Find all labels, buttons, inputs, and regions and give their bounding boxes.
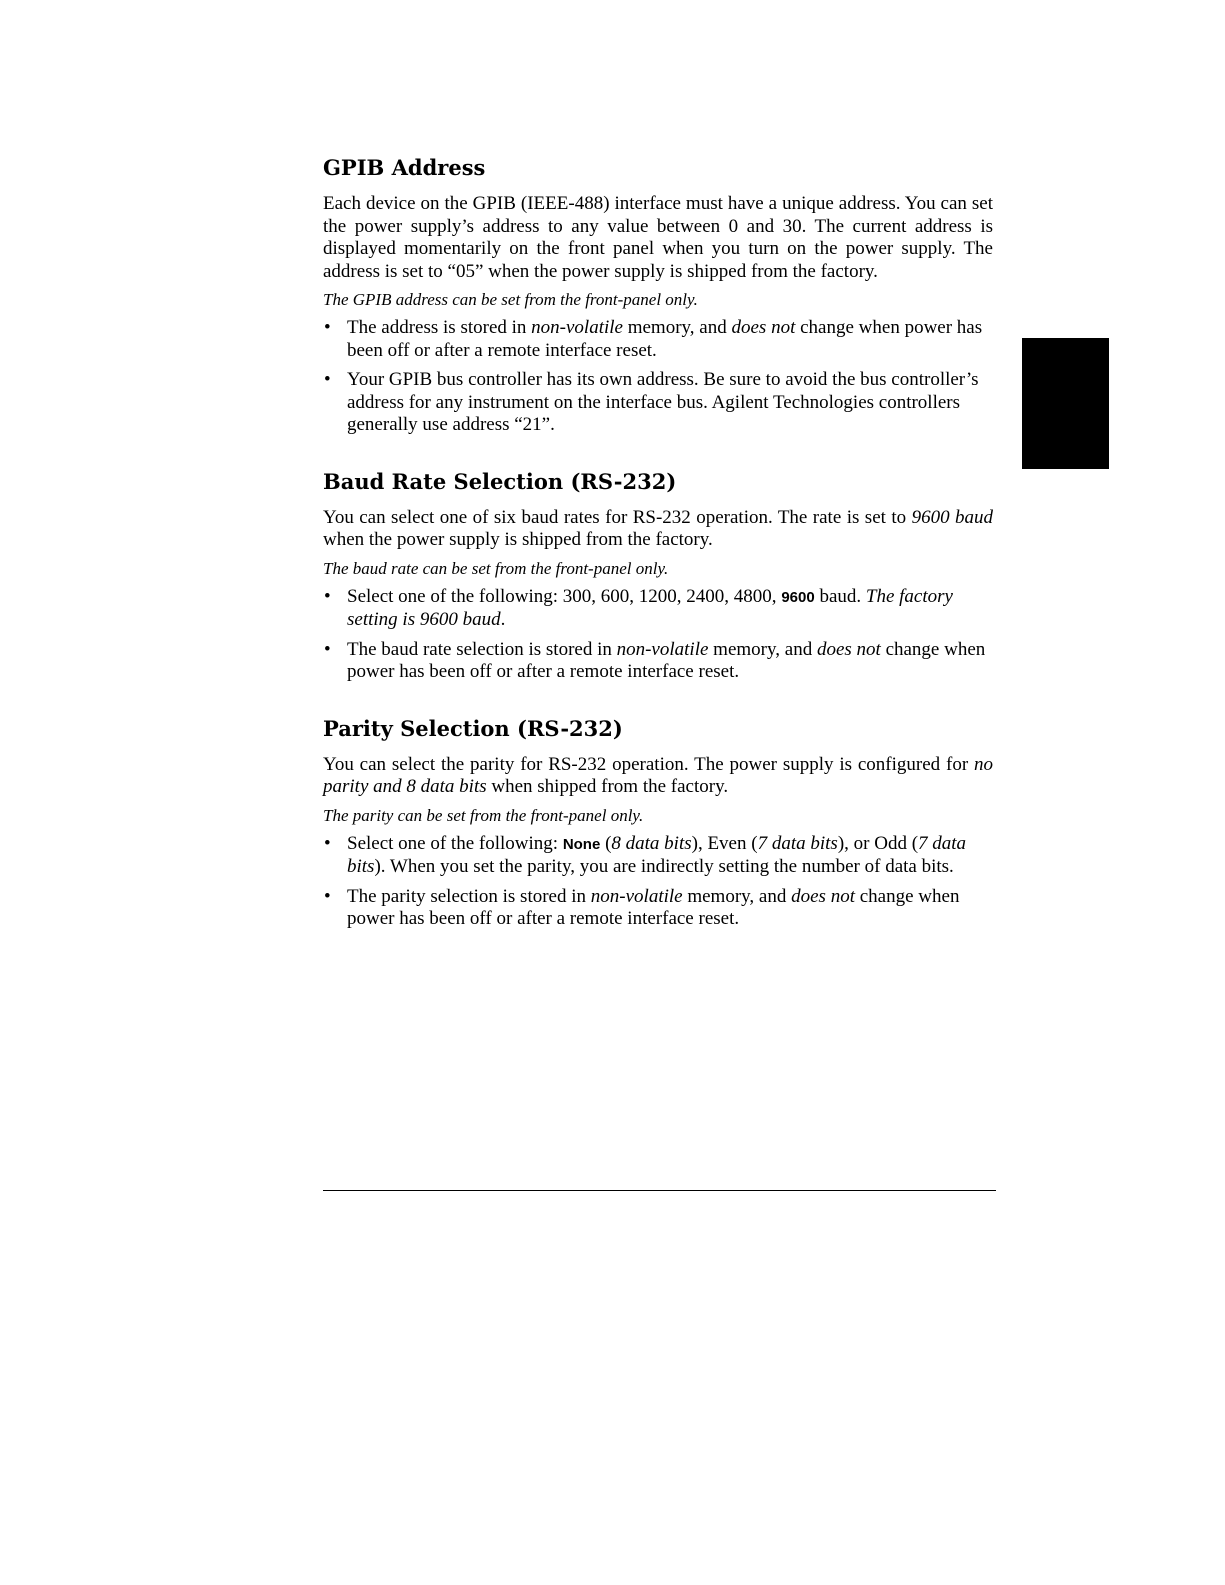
baud-bullet-options: • Select one of the following: 300, 600, 1200, 2400, 4800, 9600 baud. The factory setting is 9600 baud. [324,585,953,630]
gpib-section [323,155,993,437]
parity-note: The parity can be set from the front-panel only. [323,805,644,825]
gpib-bullet-storage: • The address is stored in non-volatile memory, and does not change when power has been off or after a remote interface reset. [324,317,983,361]
baud-note: The baud rate can be set from the front-panel only. [323,558,669,578]
footer-divider [323,1190,996,1191]
parity-bullet-list [323,833,993,931]
chapter-tab-marker [1022,338,1109,469]
gpib-paragraph: Each device on the GPIB (IEEE-488) interface must have a unique address. You can set the power supply’s address to any value between 0 and 30. The current address is displayed momentarily on the front panel when you turn on the power supply. The address is set to “05” when the power supply is shipped from the factory. [323,193,993,282]
parity-default-key: None [562,835,601,853]
gpib-bullet-list [323,317,993,437]
bullet-icon: • [324,885,331,907]
gpib-note: The GPIB address can be set from the front-panel only. [323,290,698,309]
baud-paragraph: You can select one of six baud rates for RS-232 operation. The rate is set to 9600 baud when the power supply is shipped from the factory. [323,506,993,550]
baud-heading: Baud Rate Selection (RS-232) [323,468,677,494]
baud-bullet-list [323,586,993,684]
parity-bullet-options: • Select one of the following: None (8 data bits), Even (7 data bits), or Odd (7 data bits). When you set the parity, you are indirectly setting the number of data bits. [324,832,967,877]
parity-section [323,716,993,931]
bullet-icon: • [324,585,331,607]
gpib-heading: GPIB Address [323,155,486,180]
baud-section [323,469,993,684]
page-content [323,155,993,963]
parity-bullet-storage: • The parity selection is stored in non-volatile memory, and does not change when power has been off or after a remote interface reset. [324,885,960,929]
baud-default-key: 9600 [781,588,815,606]
parity-paragraph: You can select the parity for RS-232 operation. The power supply is configured for no parity and 8 data bits when shipped from the factory. [323,753,993,797]
bullet-icon: • [324,832,331,854]
bullet-icon: • [324,638,331,660]
gpib-bullet-controller: • Your GPIB bus controller has its own address. Be sure to avoid the bus controller’s address for any instrument on the interface bus. Agilent Technologies controllers generally use address “21”. [324,369,979,435]
baud-bullet-storage: • The baud rate selection is stored in non-volatile memory, and does not change when power has been off or after a remote interface reset. [324,638,986,682]
bullet-icon: • [324,317,331,338]
parity-heading: Parity Selection (RS-232) [323,715,623,741]
bullet-icon: • [324,369,331,390]
